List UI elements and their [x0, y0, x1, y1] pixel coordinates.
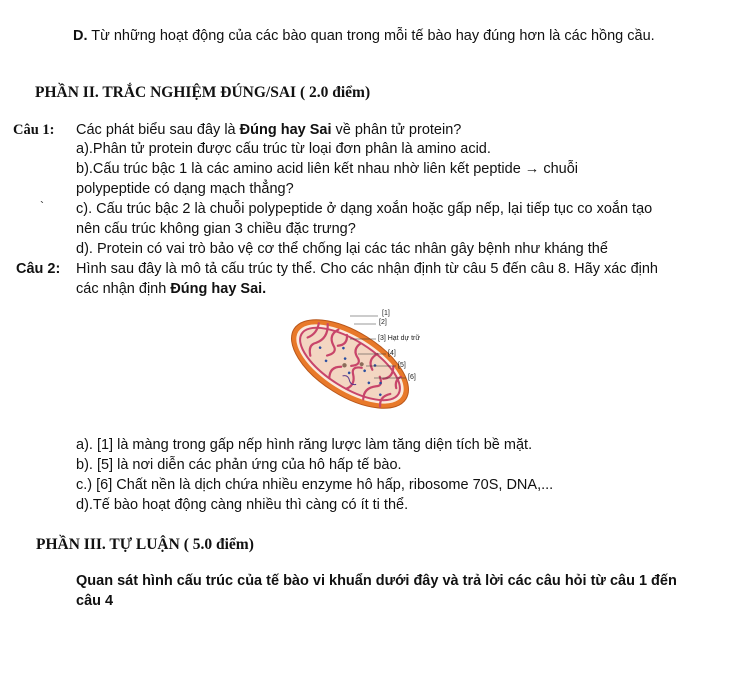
q1-statement-c-line2: nên cấu trúc không gian 3 chiều đặc trưng? [76, 221, 356, 237]
figure-label-1: [1] [382, 310, 390, 317]
q1-stem-post: về phân tử protein? [331, 122, 462, 138]
figure-label-6: [6] [408, 374, 416, 381]
figure-label-2: [2] [379, 319, 387, 326]
figure-label-4: [4] [388, 350, 396, 357]
q2-stem-line2 [76, 281, 266, 297]
q1-statement-c-line1: c). Cấu trúc bậc 2 là chuỗi polypeptide ở dạng xoắn hoặc gấp nếp, lại tiếp tục co xoắn tạo [76, 201, 653, 217]
q1-statement-b-line2: polypeptide có dạng mạch thẳng? [76, 181, 294, 197]
q2-stem-line1: Hình sau đây là mô tả cấu trúc ty thể. Cho các nhận định từ câu 5 đến câu 8. Hãy xác định [76, 261, 658, 277]
option-text: Từ những hoạt động của các bào quan trong mỗi tế bào hay đúng hơn là các hồng cầu. [87, 28, 655, 44]
q1-statement-a: a).Phân tử protein được cấu trúc từ loại đơn phân là amino acid. [76, 141, 491, 157]
part3-heading: PHẦN III. TỰ LUẬN ( 5.0 điểm) [36, 536, 254, 553]
q1-statement-b-line1: b).Cấu trúc bậc 1 là các amino acid liên kết nhau nhờ liên kết peptide → chuỗi [76, 161, 578, 177]
q2-stem-line2-bold: Đúng hay Sai. [170, 281, 267, 297]
q2-statement-d: d).Tế bào hoạt động càng nhiều thì càng có ít ti thể. [76, 497, 409, 513]
q2-statement-c: c.) [6] Chất nền là dịch chứa nhiều enzyme hô hấp, ribosome 70S, DNA,... [76, 477, 554, 493]
figure-label-5: [5] [398, 362, 406, 369]
q1-stem-pre: Các phát biểu sau đây là [76, 122, 240, 138]
part3-instruction-line1: Quan sát hình cấu trúc của tế bào vi khuẩn dưới đây và trả lời các câu hỏi từ câu 1 đến [76, 573, 677, 589]
q1-stem [76, 122, 461, 138]
prev-option-d [73, 28, 655, 44]
q1-label: Câu 1: [13, 122, 55, 138]
q2-stem-line2-pre: các nhận định [76, 281, 171, 297]
option-letter: D. [73, 28, 88, 44]
part2-heading: PHẦN II. TRẮC NGHIỆM ĐÚNG/SAI ( 2.0 điểm) [35, 84, 371, 101]
q2-statement-a: a). [1] là màng trong gấp nếp hình răng lược làm tăng diện tích bề mặt. [76, 437, 533, 453]
stray-mark: ` [40, 199, 44, 213]
q2-statement-b: b). [5] là nơi diễn các phản ứng của hô hấp tế bào. [76, 457, 402, 473]
figure-label-3: [3] Hạt dự trữ [378, 335, 421, 342]
mitochondrion-figure [288, 304, 448, 422]
part3-instruction-line2: câu 4 [76, 593, 114, 609]
q1-statement-d: d). Protein có vai trò bảo vệ cơ thể chống lại các tác nhân gây bệnh như kháng thể [76, 241, 608, 257]
q1-stem-bold: Đúng hay Sai [239, 122, 332, 138]
q2-label: Câu 2: [16, 261, 61, 277]
